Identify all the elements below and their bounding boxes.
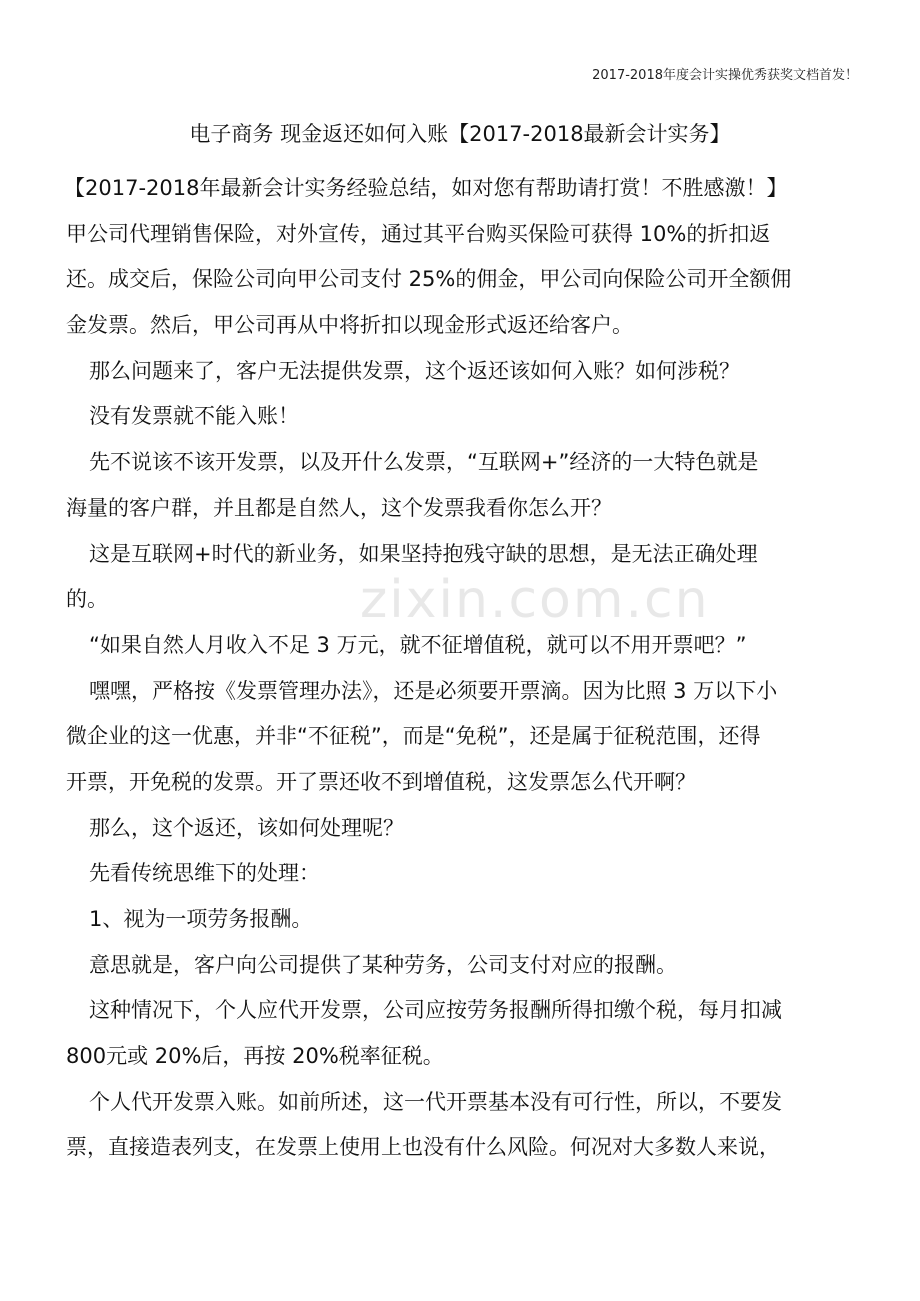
body-line: 票，直接造表列支，在发票上使用上也没有什么风险。何况对大多数人来说， <box>66 1135 780 1160</box>
body-line: 金发票。然后，甲公司再从中将折扣以现金形式返还给客户。 <box>66 313 633 338</box>
body-line: 这种情况下，个人应代开发票，公司应按劳务报酬所得扣缴个税，每月扣减 <box>89 998 782 1023</box>
body-line: 海量的客户群，并且都是自然人，这个发票我看你怎么开？ <box>66 495 612 520</box>
body-line: 先看传统思维下的处理： <box>89 861 320 886</box>
body-line: 没有发票就不能入账！ <box>89 404 299 429</box>
body-line: 的。 <box>66 587 108 612</box>
body-line: 个人代开发票入账。如前所述，这一代开票基本没有可行性，所以，不要发 <box>89 1089 782 1114</box>
body-line: 还。成交后，保险公司向甲公司支付 25%的佣金，甲公司向保险公司开全额佣 <box>66 267 792 292</box>
body-line: 这是互联网+时代的新业务，如果坚持抱残守缺的思想，是无法正确处理 <box>89 541 758 566</box>
body-line: 1、视为一项劳务报酬。 <box>89 907 313 931</box>
body-line: 意思就是，客户向公司提供了某种劳务，公司支付对应的报酬。 <box>89 952 677 977</box>
body-line: 【2017-2018年最新会计实务经验总结，如对您有帮助请打赏！不胜感激！】 <box>64 176 788 200</box>
header-note: 2017-2018年度会计实操优秀获奖文档首发！ <box>592 68 858 83</box>
body-line: 那么问题来了，客户无法提供发票，这个返还该如何入账？如何涉税？ <box>89 358 740 383</box>
watermark: zixin.com.cn <box>360 570 710 630</box>
body-line: 甲公司代理销售保险，对外宣传，通过其平台购买保险可获得 10%的折扣返 <box>66 221 771 246</box>
body-line: 微企业的这一优惠，并非“不征税”，而是“免税”，还是属于征税范围，还得 <box>66 724 761 749</box>
body-line: 开票，开免税的发票。开了票还收不到增值税，这发票怎么代开啊？ <box>66 769 696 794</box>
document-title: 电子商务 现金返还如何入账【2017-2018最新会计实务】 <box>189 122 731 146</box>
document-body <box>66 168 866 1173</box>
body-line: 先不说该不该开发票，以及开什么发票，“互联网+”经济的一大特色就是 <box>89 450 759 475</box>
body-line: 那么，这个返还，该如何处理呢？ <box>89 815 404 840</box>
body-line: 嘿嘿，严格按《发票管理办法》，还是必须要开票滴。因为比照 3 万以下小 <box>89 678 778 703</box>
body-line: 800元或 20%后，再按 20%税率征税。 <box>66 1044 444 1069</box>
body-line: “如果自然人月收入不足 3 万元，就不征增值税，就可以不用开票吧？” <box>89 632 747 657</box>
